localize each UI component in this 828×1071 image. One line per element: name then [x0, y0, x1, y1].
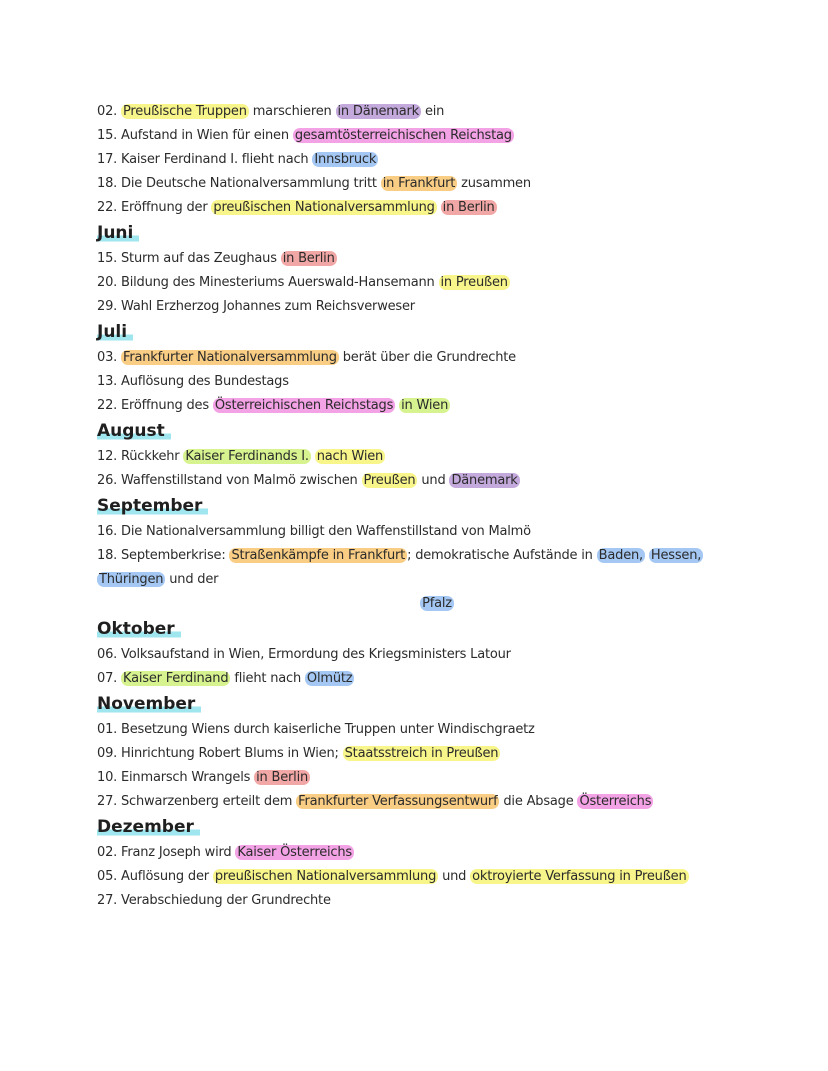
highlighted-text: Straßenkämpfe in Frankfurt — [231, 548, 406, 563]
entry-text: marschieren — [248, 104, 336, 119]
highlighted-text: Frankfurter Verfassungsentwurf — [298, 794, 498, 809]
entry-text: und — [438, 869, 471, 884]
highlighted-text: in Preußen — [440, 275, 508, 290]
entry-date: 13. — [97, 374, 118, 389]
highlighted-text: gesamtösterreichischen Reichstag — [294, 128, 512, 143]
entry-date: 02. — [97, 845, 118, 860]
month-heading — [97, 493, 737, 520]
highlighted-text: nach Wien — [316, 449, 384, 464]
entry-date: 29. — [97, 299, 118, 314]
highlighted-text: Österreichischen Reichstags — [214, 398, 394, 413]
entry-text: Wahl Erzherzog Johannes zum Reichsverweser — [117, 299, 415, 314]
month-heading — [97, 691, 737, 718]
entry-date: 15. — [97, 251, 118, 266]
timeline-entry — [97, 196, 737, 220]
entry-text: Eröffnung der — [117, 200, 212, 215]
timeline-entry — [97, 394, 737, 418]
timeline-entry — [97, 124, 737, 148]
highlighted-text: in Berlin — [282, 251, 335, 266]
highlighted-text: in Berlin — [442, 200, 495, 215]
highlighted-text: Dänemark — [451, 473, 518, 488]
entry-date: 18. — [97, 176, 118, 191]
entry-text: Franz Joseph wird — [117, 845, 236, 860]
entry-text: Eröffnung des — [117, 398, 213, 413]
highlighted-text: Kaiser Ferdinand — [123, 671, 229, 686]
entry-text: Verabschiedung der Grundrechte — [117, 893, 331, 908]
entry-text: und der — [165, 572, 219, 587]
entry-text: Einmarsch Wrangels — [117, 770, 255, 785]
entry-text: Waffenstillstand von Malmö zwischen — [117, 473, 362, 488]
highlighted-text: Frankfurter Nationalversammlung — [123, 350, 337, 365]
entry-text: Rückkehr — [117, 449, 184, 464]
timeline-entry — [97, 100, 737, 124]
timeline-entry — [97, 295, 737, 319]
entry-date: 17. — [97, 152, 118, 167]
highlighted-text: Hessen, — [650, 548, 702, 563]
entry-date: 16. — [97, 524, 118, 539]
month-name: September — [97, 496, 208, 516]
month-name: Juli — [97, 322, 133, 342]
month-name: Dezember — [97, 817, 200, 837]
timeline-entry — [97, 247, 737, 271]
entry-date: 26. — [97, 473, 118, 488]
timeline-entry — [97, 718, 737, 742]
highlighted-text: oktroyierte Verfassung in Preußen — [472, 869, 687, 884]
entry-date: 15. — [97, 128, 118, 143]
highlighted-text: Baden, — [598, 548, 643, 563]
month-name: Juni — [97, 223, 139, 243]
timeline-entry — [97, 766, 737, 790]
entry-date: 09. — [97, 746, 118, 761]
entry-text: Auflösung der — [117, 869, 213, 884]
timeline-entry — [97, 346, 737, 370]
month-name: August — [97, 421, 171, 441]
entry-text: Die Nationalversammlung billigt den Waffenstillstand von Malmö — [117, 524, 531, 539]
highlighted-text: Pfalz — [422, 596, 452, 611]
timeline-entry — [97, 865, 737, 889]
entry-text: Volksaufstand in Wien, Ermordung des Kriegsministers Latour — [117, 647, 511, 662]
highlighted-text: Staatsstreich in Preußen — [344, 746, 499, 761]
entry-text: die Absage — [499, 794, 578, 809]
entry-text: und — [417, 473, 450, 488]
entry-text: Aufstand in Wien für einen — [117, 128, 293, 143]
entry-date: 03. — [97, 350, 118, 365]
entry-date: 05. — [97, 869, 118, 884]
highlighted-text: Kaiser Österreichs — [237, 845, 352, 860]
month-name: November — [97, 694, 201, 714]
entry-date: 07. — [97, 671, 118, 686]
timeline-entry — [97, 172, 737, 196]
month-name: Oktober — [97, 619, 181, 639]
entry-text: ein — [421, 104, 445, 119]
timeline-entry — [97, 643, 737, 667]
entry-text: Hinrichtung Robert Blums in Wien; — [117, 746, 343, 761]
entry-text: Sturm auf das Zeughaus — [117, 251, 281, 266]
highlighted-text: Kaiser Ferdinands I. — [185, 449, 309, 464]
month-heading — [97, 319, 737, 346]
entry-date: 22. — [97, 200, 118, 215]
highlighted-text: Thüringen — [99, 572, 164, 587]
highlighted-text: preußischen Nationalversammlung — [214, 869, 437, 884]
entry-text: flieht nach — [230, 671, 305, 686]
entry-text: Septemberkrise: — [117, 548, 230, 563]
month-heading — [97, 814, 737, 841]
entry-date: 20. — [97, 275, 118, 290]
timeline-entry — [97, 790, 737, 814]
timeline-entry — [97, 841, 737, 865]
highlighted-text: Innsbruck — [314, 152, 377, 167]
highlighted-text: Preußen — [363, 473, 416, 488]
entry-text: Die Deutsche Nationalversammlung tritt — [117, 176, 381, 191]
entry-text: Kaiser Ferdinand I. flieht nach — [117, 152, 313, 167]
highlighted-text: Preußische Truppen — [123, 104, 247, 119]
month-heading — [97, 418, 737, 445]
entry-date: 27. — [97, 794, 118, 809]
highlighted-text: in Berlin — [256, 770, 309, 785]
highlighted-text: in Frankfurt — [382, 176, 456, 191]
entry-text: Besetzung Wiens durch kaiserliche Truppen unter Windischgraetz — [117, 722, 535, 737]
timeline-entry — [97, 742, 737, 766]
entry-continuation — [97, 592, 737, 616]
entry-date: 22. — [97, 398, 118, 413]
timeline-entry — [97, 148, 737, 172]
entry-date: 18. — [97, 548, 118, 563]
entry-date: 01. — [97, 722, 118, 737]
timeline-entry — [97, 445, 737, 469]
entry-text: Bildung des Minesteriums Auerswald-Hansemann — [117, 275, 439, 290]
timeline-entry — [97, 520, 737, 544]
entry-text: berät über die Grundrechte — [338, 350, 516, 365]
entry-date: 02. — [97, 104, 118, 119]
highlighted-text: preußischen Nationalversammlung — [213, 200, 435, 215]
timeline-entry — [97, 370, 737, 394]
timeline-entry — [97, 667, 737, 691]
timeline-entry — [97, 271, 737, 295]
highlighted-text: in Wien — [401, 398, 449, 413]
entry-text: ; demokratische Aufstände in — [407, 548, 597, 563]
entry-date: 06. — [97, 647, 118, 662]
timeline-entry — [97, 544, 737, 616]
timeline-document — [97, 100, 737, 913]
timeline-entry — [97, 469, 737, 493]
entry-text: Auflösung des Bundestags — [117, 374, 289, 389]
highlighted-text: in Dänemark — [337, 104, 420, 119]
month-heading — [97, 616, 737, 643]
highlighted-text: Österreichs — [579, 794, 652, 809]
entry-text: zusammen — [457, 176, 531, 191]
highlighted-text: Olmütz — [306, 671, 353, 686]
entry-date: 27. — [97, 893, 118, 908]
timeline-entry — [97, 889, 737, 913]
month-heading — [97, 220, 737, 247]
entry-text: Schwarzenberg erteilt dem — [117, 794, 297, 809]
entry-date: 12. — [97, 449, 118, 464]
entry-date: 10. — [97, 770, 118, 785]
